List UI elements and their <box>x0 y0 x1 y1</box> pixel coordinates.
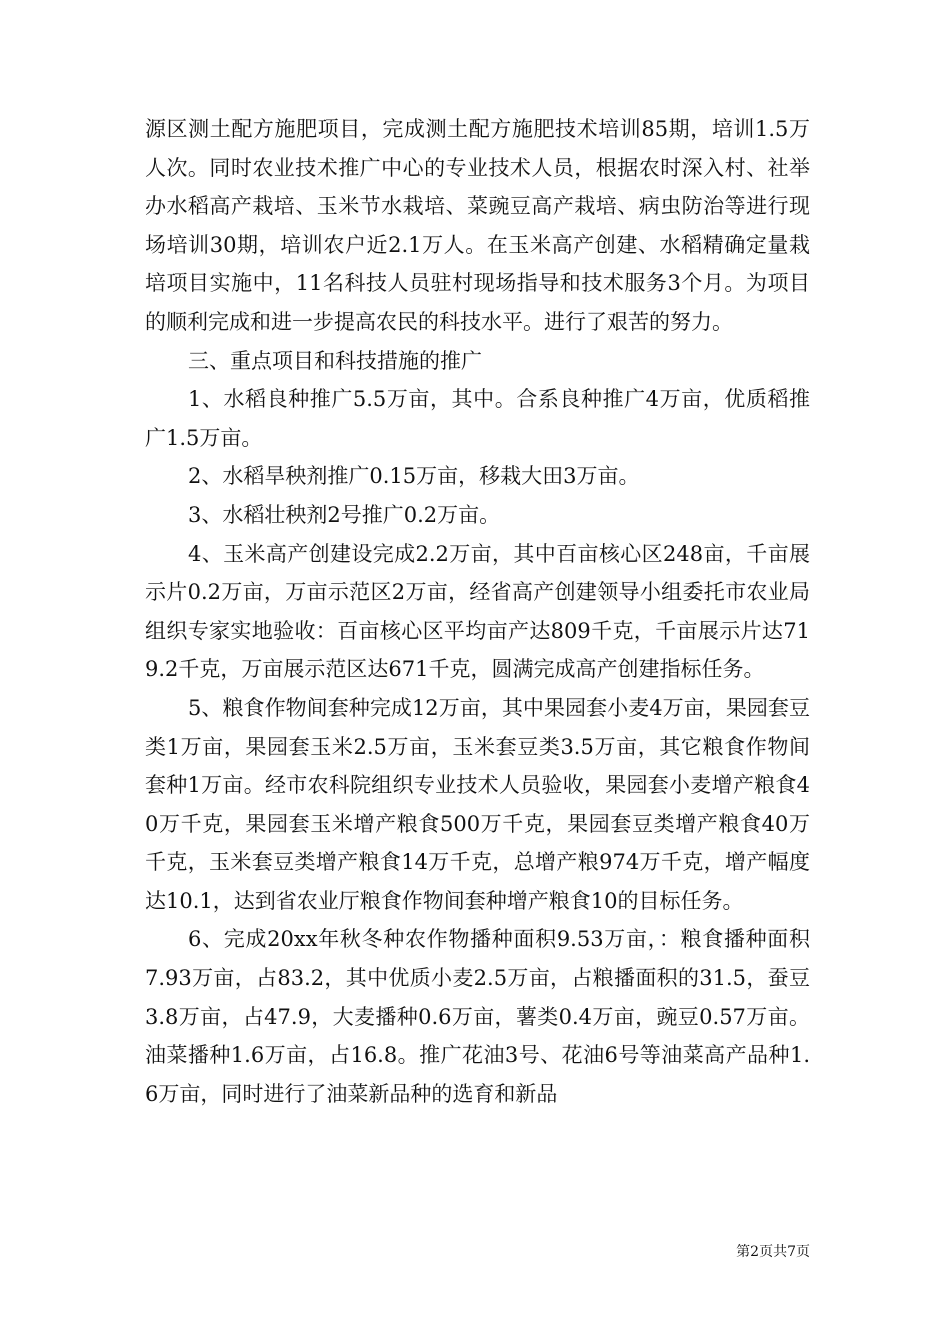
paragraph-item-2: 2、水稻旱秧剂推广0.15万亩，移栽大田3万亩。 <box>188 464 640 489</box>
paragraph-item-6: 6、完成20xx年秋冬种农作物播种面积9.53万亩，：粮食播种面积7.93万亩，占83.2，其中优质小麦2.5万亩，占粮播面积的31.5，蚕豆3.8万亩，占47.9，大麦播种0.6万亩，薯类0.4万亩，豌豆0.57万亩。油菜播种1.6万亩，占16.8。推广花油3号、花油6号等油菜高产品种1.6万亩，同时进行了油菜新品种的选育和新品 <box>145 927 810 1106</box>
paragraph-training-summary: 源区测土配方施肥项目，完成测土配方施肥技术培训85期，培训1.5万人次。同时农业技术推广中心的专业技术人员，根据农时深入村、社举办水稻高产栽培、玉米节水栽培、菜豌豆高产栽培、病虫防治等进行现场培训30期，培训农户近2.1万人。在玉米高产创建、水稻精确定量栽培项目实施中，11名科技人员驻村现场指导和技术服务3个月。为项目的顺利完成和进一步提高农民的科技水平。进行了艰苦的努力。 <box>145 117 810 334</box>
page-number-footer: 第2页共7页 <box>736 1244 810 1260</box>
paragraph-item-1: 1、水稻良种推广5.5万亩，其中。合系良种推广4万亩，优质稻推广1.5万亩。 <box>145 387 810 450</box>
section-heading: 三、重点项目和科技措施的推广 <box>188 348 482 373</box>
paragraph-item-4: 4、玉米高产创建设完成2.2万亩，其中百亩核心区248亩，千亩展示片0.2万亩，万亩示范区2万亩，经省高产创建领导小组委托市农业局组织专家实地验收：百亩核心区平均亩产达809千克，千亩展示片达719.2千克，万亩展示范区达671千克，圆满完成高产创建指标任务。 <box>145 541 810 682</box>
body-text <box>145 110 810 1113</box>
paragraph-item-5: 5、粮食作物间套种完成12万亩，其中果园套小麦4万亩，果园套豆类1万亩，果园套玉米2.5万亩，玉米套豆类3.5万亩，其它粮食作物间套种1万亩。经市农科院组织专业技术人员验收，果园套小麦增产粮食40万千克，果园套玉米增产粮食500万千克，果园套豆类增产粮食40万千克，玉米套豆类增产粮食14万千克，总增产粮974万千克，增产幅度达10.1，达到省农业厅粮食作物间套种增产粮食10的目标任务。 <box>145 695 810 913</box>
paragraph-item-3: 3、水稻壮秧剂2号推广0.2万亩。 <box>188 502 501 527</box>
